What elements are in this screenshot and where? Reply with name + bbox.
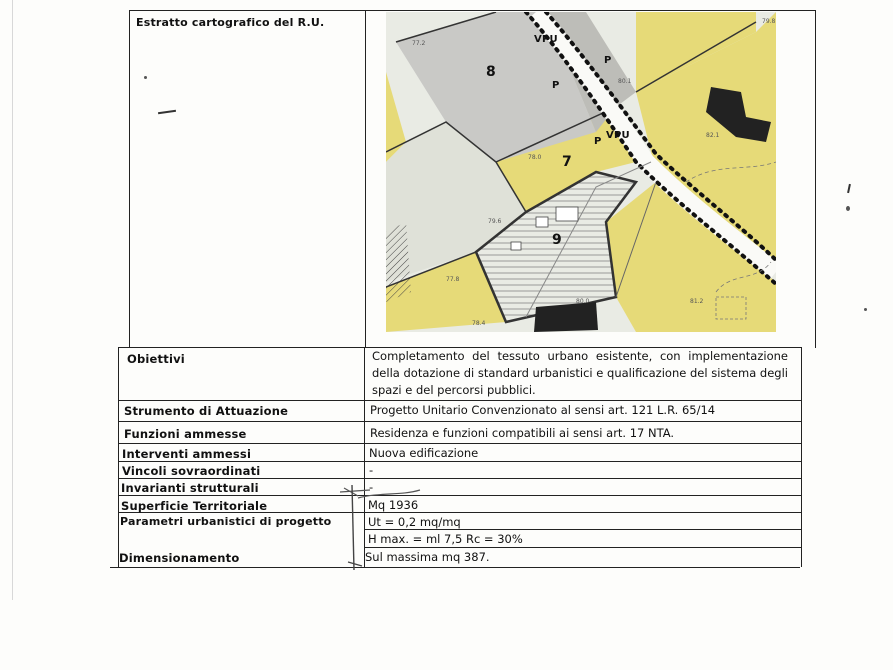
map-elevation: 80.0 [576, 298, 590, 305]
row-value-obiettivi: Completamento del tessuto urbano esistente, con implementazione della dotazione di standard urbanistici e qualificazione del sistema degli spazi e del percorsi pubblici. [372, 349, 788, 397]
map-elevation: 79.6 [488, 218, 502, 225]
row-value-vincoli: - [369, 463, 374, 477]
row-value-superficie: Mq 1936 [368, 498, 419, 512]
row-label-funzioni: Funzioni ammesse [124, 427, 247, 441]
map-elevation: 78.0 [528, 154, 542, 161]
map-drawing [386, 12, 776, 332]
map-elevation: 78.4 [472, 320, 486, 327]
map-elevation: 82.1 [706, 132, 720, 139]
page-edge [12, 0, 13, 600]
scan-speck [144, 76, 147, 79]
map-vpu-label: VPU [606, 130, 630, 141]
row-value-strumento: Progetto Unitario Convenzionato al sensi art. 121 L.R. 65/14 [370, 403, 716, 417]
map-area-9-label: 9 [552, 232, 562, 248]
row-value-invarianti: - [369, 480, 374, 494]
row-value-interventi: Nuova edificazione [369, 446, 479, 460]
row-value-funzioni: Residenza e funzioni compatibili ai sensi art. 17 NTA. [370, 426, 675, 440]
scan-speck [846, 206, 850, 211]
row-label-interventi: Interventi ammessi [122, 447, 252, 461]
map-p-label: P [552, 80, 560, 91]
map-area-7-label: 7 [562, 154, 572, 170]
map-p-label: P [604, 55, 612, 66]
row-value-dimensionamento: Sul massima mq 387. [365, 550, 490, 564]
scan-speck [864, 308, 867, 311]
map-elevation: 77.8 [446, 276, 460, 283]
map-section-title: Estratto cartografico del R.U. [136, 16, 325, 29]
map-elevation: 80.1 [618, 78, 632, 85]
row-value-hmax: H max. = ml 7,5 Rc = 30% [368, 532, 523, 546]
map-vpu-label: VPU [534, 34, 558, 45]
map-elevation: 79.8 [762, 18, 776, 25]
row-label-strumento: Strumento di Attuazione [124, 404, 289, 418]
row-value-parametri: Ut = 0,2 mq/mq [368, 515, 461, 529]
map-elevation: 77.2 [412, 40, 426, 47]
map-p-label: P [594, 136, 602, 147]
cartographic-map [386, 12, 776, 332]
row-label-invarianti: Invarianti strutturali [121, 481, 259, 495]
row-label-superficie: Superficie Territoriale [121, 499, 268, 513]
row-label-vincoli: Vincoli sovraordinati [122, 464, 261, 478]
row-label-dimensionamento: Dimensionamento [119, 551, 240, 565]
map-area-8-label: 8 [486, 64, 496, 80]
scan-mark [158, 110, 176, 114]
scan-mark [847, 184, 851, 193]
row-label-parametri: Parametri urbanistici di progetto [120, 515, 332, 528]
map-elevation: 81.2 [690, 298, 704, 305]
row-label-obiettivi: Obiettivi [127, 352, 185, 366]
